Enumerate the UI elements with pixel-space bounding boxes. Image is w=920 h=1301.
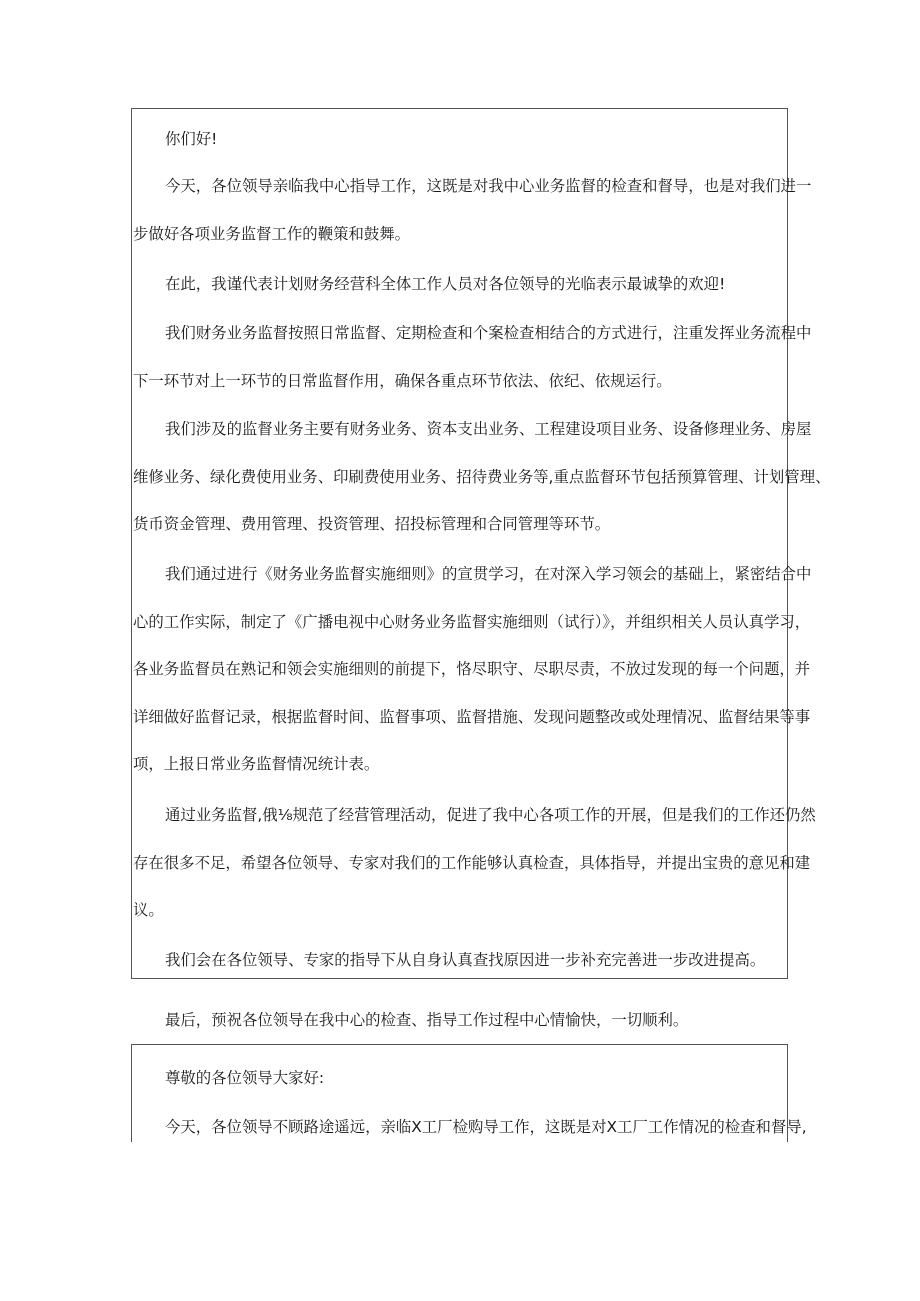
text-line: 今天，各位领导亲临我中心指导工作，这既是对我中心业务监督的检查和督导，也是对我们进一 xyxy=(165,177,812,195)
text-line: 我们会在各位领导、专家的指导下从自身认真查找原因进一步补充完善进一步改进提高。 xyxy=(165,951,766,969)
text-line: 心的工作实际，制定了《广播电视中心财务业务监督实施细则（试行）》，并组织相关人员认真学习， xyxy=(133,612,811,631)
implementation-paragraph xyxy=(133,551,812,789)
text-line: 我们通过进行《财务业务监督实施细则》的宣贯学习，在对深入学习领会的基础上，紧密结合中 xyxy=(165,565,812,583)
text-line: 我们财务业务监督按照日常监督、定期检查和个案检查相结合的方式进行，注重发挥业务流程中 xyxy=(165,324,812,342)
text-line: 详细做好监督记录，根据监督时间、监督事项、监督措施、发现问题整改或处理情况、监督结果等事 xyxy=(133,707,811,726)
text-line: 步做好各项业务监督工作的鞭策和鼓舞。 xyxy=(133,224,411,243)
text-line: 在此，我谨代表计划财务经营科全体工作人员对各位领导的光临表示最诚挚的欢迎! xyxy=(165,275,726,293)
closing-paragraph xyxy=(133,997,790,1045)
text-line: 最后，预祝各位领导在我中心的检查、指导工作过程中心情愉快，一切顺利。 xyxy=(165,1011,689,1029)
text-line: 通过业务监督,俄⅛规范了经营管理活动，促进了我中心各项工作的开展，但是我们的工作还仍然 xyxy=(165,806,816,824)
text-line: 我们涉及的监督业务主要有财务业务、资本支出业务、工程建设项目业务、设备修理业务、房屋 xyxy=(165,420,812,438)
second-opening-paragraph xyxy=(133,1104,807,1152)
text-line: 各业务监督员在熟记和领会实施细则的前提下，恪尽职守、尽职尽责，不放过发现的每一个问题，并 xyxy=(133,660,811,678)
supervision-scope-paragraph xyxy=(133,406,831,549)
text-line: 货币资金管理、费用管理、投资管理、招投标管理和合同管理等环节。 xyxy=(133,515,611,533)
text-line: 你们好! xyxy=(165,130,218,148)
text-line: 维修业务、绿化费使用业务、印刷费使用业务、招待费业务等,重点监督环节包括预算管理、计划管理、 xyxy=(133,467,831,486)
text-line: 今天，各位领导不顾路途遥远，亲临X工厂检购导工作，这既是对X工厂工作情况的检查和督导, xyxy=(165,1118,807,1136)
results-paragraph xyxy=(133,792,816,935)
opening-paragraph xyxy=(133,163,812,258)
text-line: 项，上报日常业务监督情况统计表。 xyxy=(133,755,380,773)
supervision-method-paragraph xyxy=(133,310,812,405)
text-line: 尊敬的各位领导大家好: xyxy=(165,1069,325,1087)
greeting-paragraph xyxy=(133,116,790,164)
improvement-paragraph xyxy=(133,937,790,985)
text-line: 下一环节对上一环节的日常监督作用，确保各重点环节依法、依纪、依规运行。 xyxy=(133,371,672,390)
welcome-paragraph xyxy=(133,261,790,309)
text-line: 存在很多不足，希望各位领导、专家对我们的工作能够认真检查，具体指导，并提出宝贵的意见和建 xyxy=(133,853,811,872)
text-line: 议。 xyxy=(133,901,164,919)
salutation-paragraph xyxy=(133,1055,790,1103)
